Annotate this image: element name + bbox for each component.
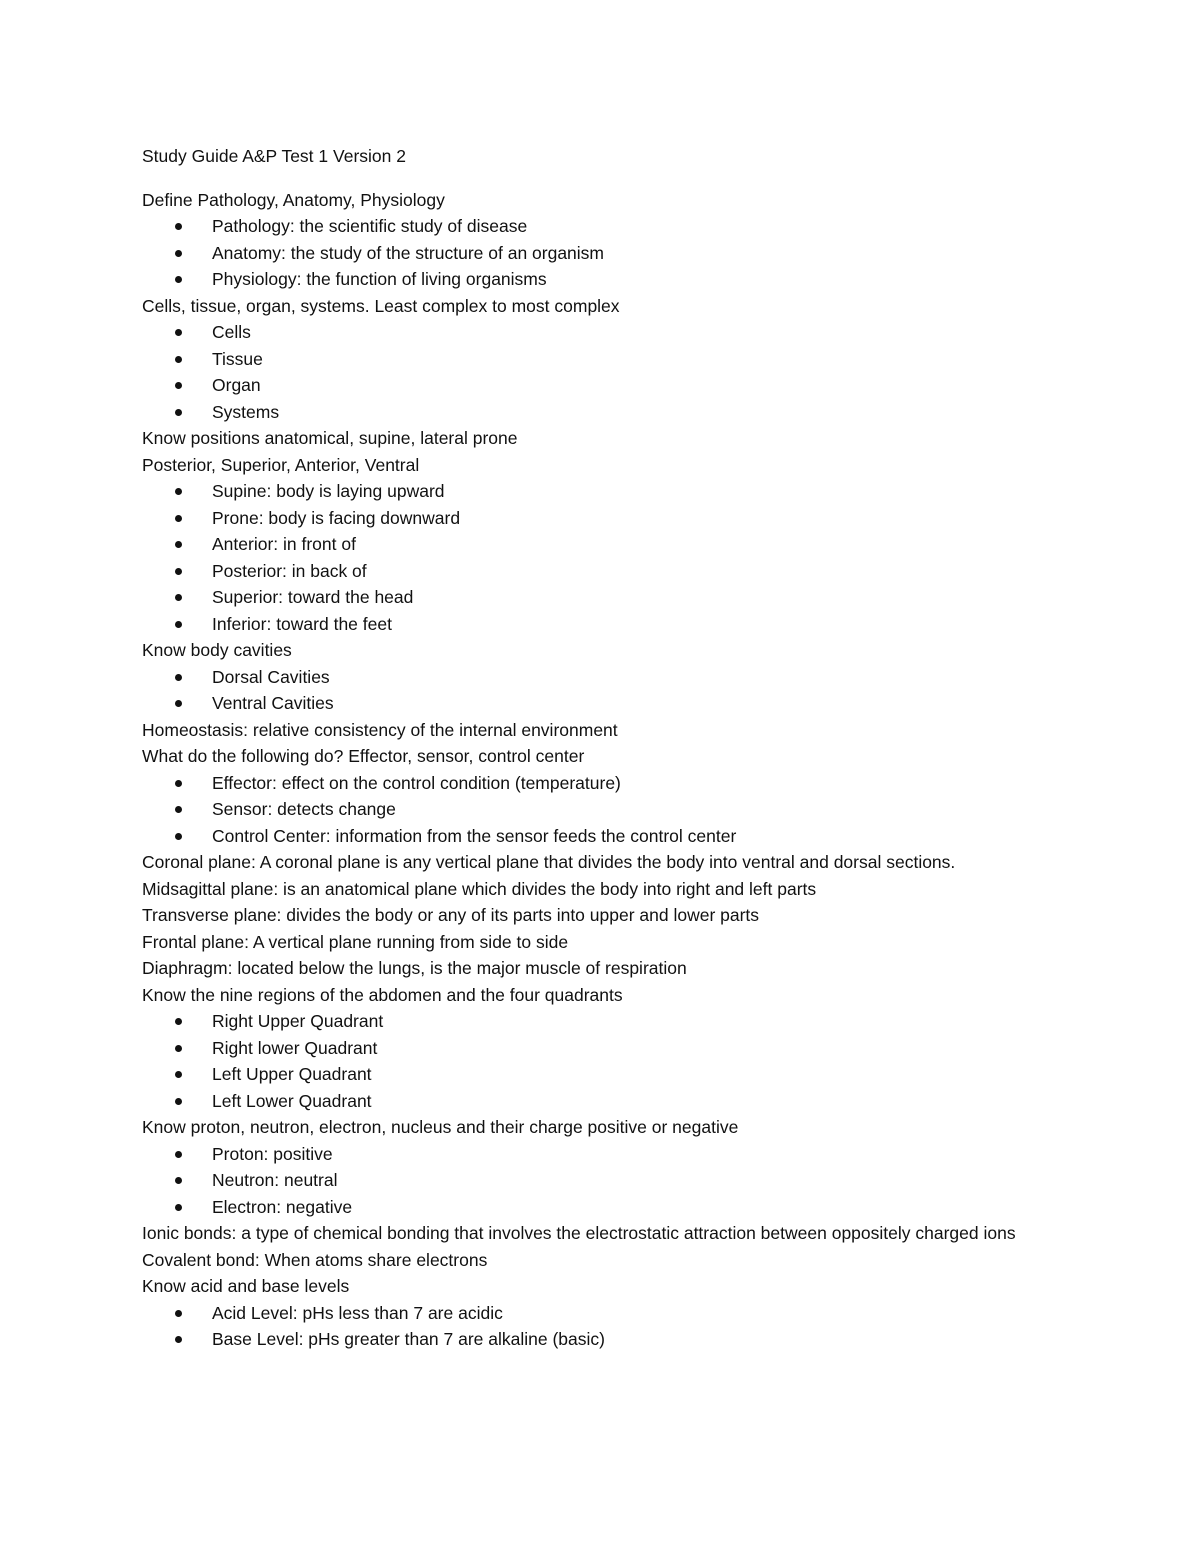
bullet-icon [175, 1151, 182, 1158]
section-heading: Ionic bonds: a type of chemical bonding that involves the electrostatic attraction between oppositely charged ions [142, 1223, 1016, 1243]
bullet-icon [175, 515, 182, 522]
list-item: Right Upper Quadrant [142, 1008, 1042, 1035]
list-item: Left Lower Quadrant [142, 1088, 1042, 1115]
bullet-icon [175, 1310, 182, 1317]
section-complexity [142, 293, 1042, 426]
bullet-list [142, 664, 1042, 717]
list-item: Anatomy: the study of the structure of an organism [142, 240, 1042, 267]
section-coronal-plane [142, 849, 1042, 876]
bullet-icon [175, 674, 182, 681]
document-body [142, 143, 1042, 1353]
list-item: Acid Level: pHs less than 7 are acidic [142, 1300, 1042, 1327]
bullet-icon [175, 594, 182, 601]
list-item: Control Center: information from the sensor feeds the control center [142, 823, 1042, 850]
section-heading: What do the following do? Effector, sensor, control center [142, 746, 585, 766]
section-define-terms [142, 187, 1042, 293]
section-acid-base [142, 1273, 1042, 1353]
list-item: Inferior: toward the feet [142, 611, 1042, 638]
section-midsagittal-plane [142, 876, 1042, 903]
section-transverse-plane [142, 902, 1042, 929]
document-title: Study Guide A&P Test 1 Version 2 [142, 146, 406, 166]
section-body-cavities [142, 637, 1042, 717]
section-heading: Posterior, Superior, Anterior, Ventral [142, 454, 420, 475]
section-ionic-bonds [142, 1220, 1042, 1247]
bullet-icon [175, 223, 182, 230]
list-item: Tissue [142, 346, 1042, 373]
bullet-list [142, 1008, 1042, 1114]
section-homeostasis [142, 717, 1042, 744]
bullet-icon [175, 382, 182, 389]
bullet-icon [175, 833, 182, 840]
bullet-icon [175, 1336, 182, 1343]
bullet-list [142, 770, 1042, 850]
section-heading: Frontal plane: A vertical plane running from side to side [142, 931, 569, 952]
list-item: Right lower Quadrant [142, 1035, 1042, 1062]
list-item: Base Level: pHs greater than 7 are alkaline (basic) [142, 1326, 1042, 1353]
list-item: Ventral Cavities [142, 690, 1042, 717]
section-covalent-bond [142, 1247, 1042, 1274]
section-feedback [142, 743, 1042, 849]
section-heading: Coronal plane: A coronal plane is any vertical plane that divides the body into ventral and dorsal sections. [142, 852, 956, 872]
list-item: Dorsal Cavities [142, 664, 1042, 691]
list-item: Sensor: detects change [142, 796, 1042, 823]
section-heading: Know acid and base levels [142, 1276, 350, 1296]
section-heading: Define Pathology, Anatomy, Physiology [142, 189, 445, 210]
list-item: Prone: body is facing downward [142, 505, 1042, 532]
bullet-icon [175, 1204, 182, 1211]
bullet-icon [175, 1071, 182, 1078]
bullet-icon [175, 1098, 182, 1105]
section-heading: Homeostasis: relative consistency of the internal environment [142, 719, 618, 740]
section-heading: Know positions anatomical, supine, lateral prone [142, 428, 518, 448]
list-item: Electron: negative [142, 1194, 1042, 1221]
bullet-icon [175, 806, 182, 813]
list-item: Superior: toward the head [142, 584, 1042, 611]
bullet-list [142, 1141, 1042, 1221]
bullet-icon [175, 568, 182, 575]
bullet-icon [175, 780, 182, 787]
section-heading: Diaphragm: located below the lungs, is the major muscle of respiration [142, 958, 687, 978]
list-item: Supine: body is laying upward [142, 478, 1042, 505]
section-heading: Midsagittal plane: is an anatomical plane which divides the body into right and left parts [142, 878, 817, 899]
list-item: Physiology: the function of living organisms [142, 266, 1042, 293]
bullet-list [142, 1300, 1042, 1353]
list-item: Systems [142, 399, 1042, 426]
bullet-list [142, 319, 1042, 425]
bullet-list [142, 478, 1042, 637]
section-heading: Cells, tissue, organ, systems. Least complex to most complex [142, 295, 620, 316]
list-item: Neutron: neutral [142, 1167, 1042, 1194]
list-item: Effector: effect on the control condition (temperature) [142, 770, 1042, 797]
bullet-icon [175, 409, 182, 416]
list-item: Cells [142, 319, 1042, 346]
bullet-list [142, 213, 1042, 293]
list-item: Posterior: in back of [142, 558, 1042, 585]
section-positions [142, 425, 1042, 452]
bullet-icon [175, 700, 182, 707]
list-item: Proton: positive [142, 1141, 1042, 1168]
section-diaphragm [142, 955, 1042, 982]
list-item: Left Upper Quadrant [142, 1061, 1042, 1088]
bullet-icon [175, 276, 182, 283]
section-abdomen-regions [142, 982, 1042, 1115]
bullet-icon [175, 488, 182, 495]
bullet-icon [175, 1045, 182, 1052]
section-heading: Know proton, neutron, electron, nucleus and their charge positive or negative [142, 1117, 739, 1137]
bullet-icon [175, 1018, 182, 1025]
section-directions [142, 452, 1042, 638]
bullet-icon [175, 329, 182, 336]
section-heading: Know body cavities [142, 640, 292, 660]
bullet-icon [175, 356, 182, 363]
section-heading: Transverse plane: divides the body or any of its parts into upper and lower parts [142, 905, 760, 925]
section-frontal-plane [142, 929, 1042, 956]
bullet-icon [175, 250, 182, 257]
section-heading: Know the nine regions of the abdomen and the four quadrants [142, 984, 623, 1005]
section-heading: Covalent bond: When atoms share electrons [142, 1249, 488, 1270]
bullet-icon [175, 1177, 182, 1184]
list-item: Anterior: in front of [142, 531, 1042, 558]
bullet-icon [175, 541, 182, 548]
section-atomic-charges [142, 1114, 1042, 1220]
bullet-icon [175, 621, 182, 628]
list-item: Organ [142, 372, 1042, 399]
list-item: Pathology: the scientific study of disease [142, 213, 1042, 240]
